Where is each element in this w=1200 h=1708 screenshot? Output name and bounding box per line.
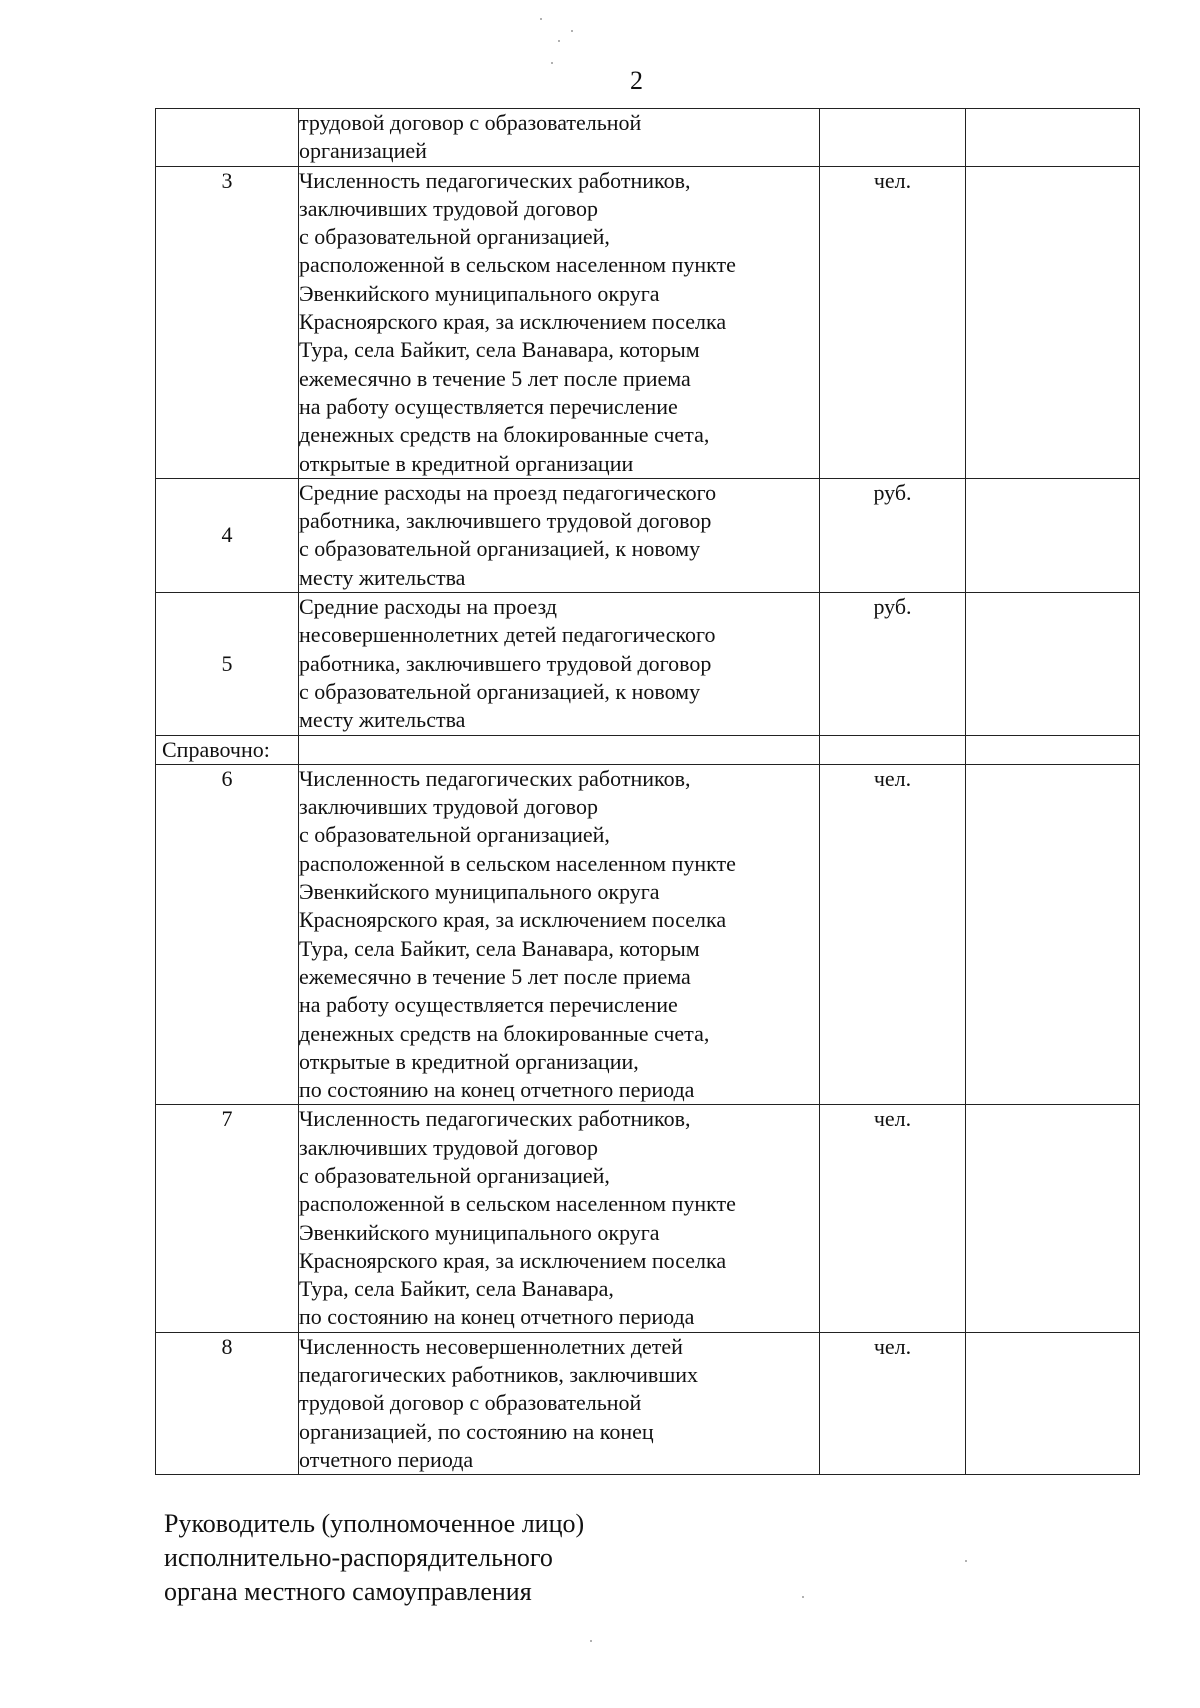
unit-cell	[820, 109, 966, 167]
table-row	[156, 593, 1140, 735]
indicator-name: Численность несовершеннолетних детей педагогических работников, заключивших трудовой договор с образовательной организацией, по состоянию на конец отчетного периода	[299, 1332, 820, 1474]
row-number: 6	[156, 764, 299, 1105]
signature-block	[164, 1507, 584, 1609]
indicator-name: Средние расходы на проезд несовершеннолетних детей педагогического работника, заключившего трудовой договор с образовательной организацией, к новому месту жительства	[299, 593, 820, 735]
table-row	[156, 1105, 1140, 1332]
report-table	[155, 108, 1140, 1475]
indicator-name: Численность педагогических работников, заключивших трудовой договор с образовательной организацией, расположенной в сельском населенном пункте Эвенкийского муниципального округа Красноярского края, за исключением поселка Тура, села Байкит, села Ванавара, которым ежемесячно в течение 5 лет после приема на работу осуществляется перечисление денежных средств на блокированные счета, открытые в кредитной организации, по состоянию на конец отчетного периода	[299, 764, 820, 1105]
table-row	[156, 1332, 1140, 1474]
row-number	[156, 109, 299, 167]
scan-speck	[571, 30, 573, 32]
scan-speck	[965, 1560, 967, 1562]
table-row	[156, 109, 1140, 167]
table-row	[156, 166, 1140, 478]
table-row	[156, 764, 1140, 1105]
row-number: 5	[156, 593, 299, 735]
scan-speck	[802, 1596, 804, 1598]
unit-cell: руб.	[820, 593, 966, 735]
row-number: 4	[156, 478, 299, 592]
value-cell	[966, 478, 1140, 592]
value-cell	[966, 1332, 1140, 1474]
signature-line: исполнительно-распорядительного	[164, 1543, 553, 1572]
unit-cell: чел.	[820, 166, 966, 478]
indicator-name: Средние расходы на проезд педагогического работника, заключившего трудовой договор с образовательной организацией, к новому месту жительства	[299, 478, 820, 592]
section-label: Справочно:	[156, 735, 299, 764]
value-cell	[966, 764, 1140, 1105]
unit-cell: чел.	[820, 1332, 966, 1474]
unit-cell: чел.	[820, 764, 966, 1105]
page-number: 2	[630, 66, 643, 95]
indicator-name: Численность педагогических работников, заключивших трудовой договор с образовательной организацией, расположенной в сельском населенном пункте Эвенкийского муниципального округа Красноярского края, за исключением поселка Тура, села Байкит, села Ванавара, которым ежемесячно в течение 5 лет после приема на работу осуществляется перечисление денежных средств на блокированные счета, открытые в кредитной организации	[299, 166, 820, 478]
value-cell	[966, 166, 1140, 478]
unit-cell: чел.	[820, 1105, 966, 1332]
value-cell	[966, 593, 1140, 735]
table-section-row	[156, 735, 1140, 764]
scan-speck	[540, 18, 542, 20]
table-row	[156, 478, 1140, 592]
signature-line: Руководитель (уполномоченное лицо)	[164, 1509, 585, 1538]
signature-line: органа местного самоуправления	[164, 1577, 532, 1606]
indicator-name: трудовой договор с образовательной организацией	[299, 109, 820, 167]
scan-speck	[590, 1640, 592, 1642]
scan-speck	[551, 62, 553, 64]
scan-speck	[558, 40, 560, 42]
indicator-name: Численность педагогических работников, заключивших трудовой договор с образовательной организацией, расположенной в сельском населенном пункте Эвенкийского муниципального округа Красноярского края, за исключением поселка Тура, села Байкит, села Ванавара, по состоянию на конец отчетного периода	[299, 1105, 820, 1332]
value-cell	[966, 109, 1140, 167]
row-number: 8	[156, 1332, 299, 1474]
row-number: 7	[156, 1105, 299, 1332]
value-cell	[966, 1105, 1140, 1332]
unit-cell: руб.	[820, 478, 966, 592]
row-number: 3	[156, 166, 299, 478]
